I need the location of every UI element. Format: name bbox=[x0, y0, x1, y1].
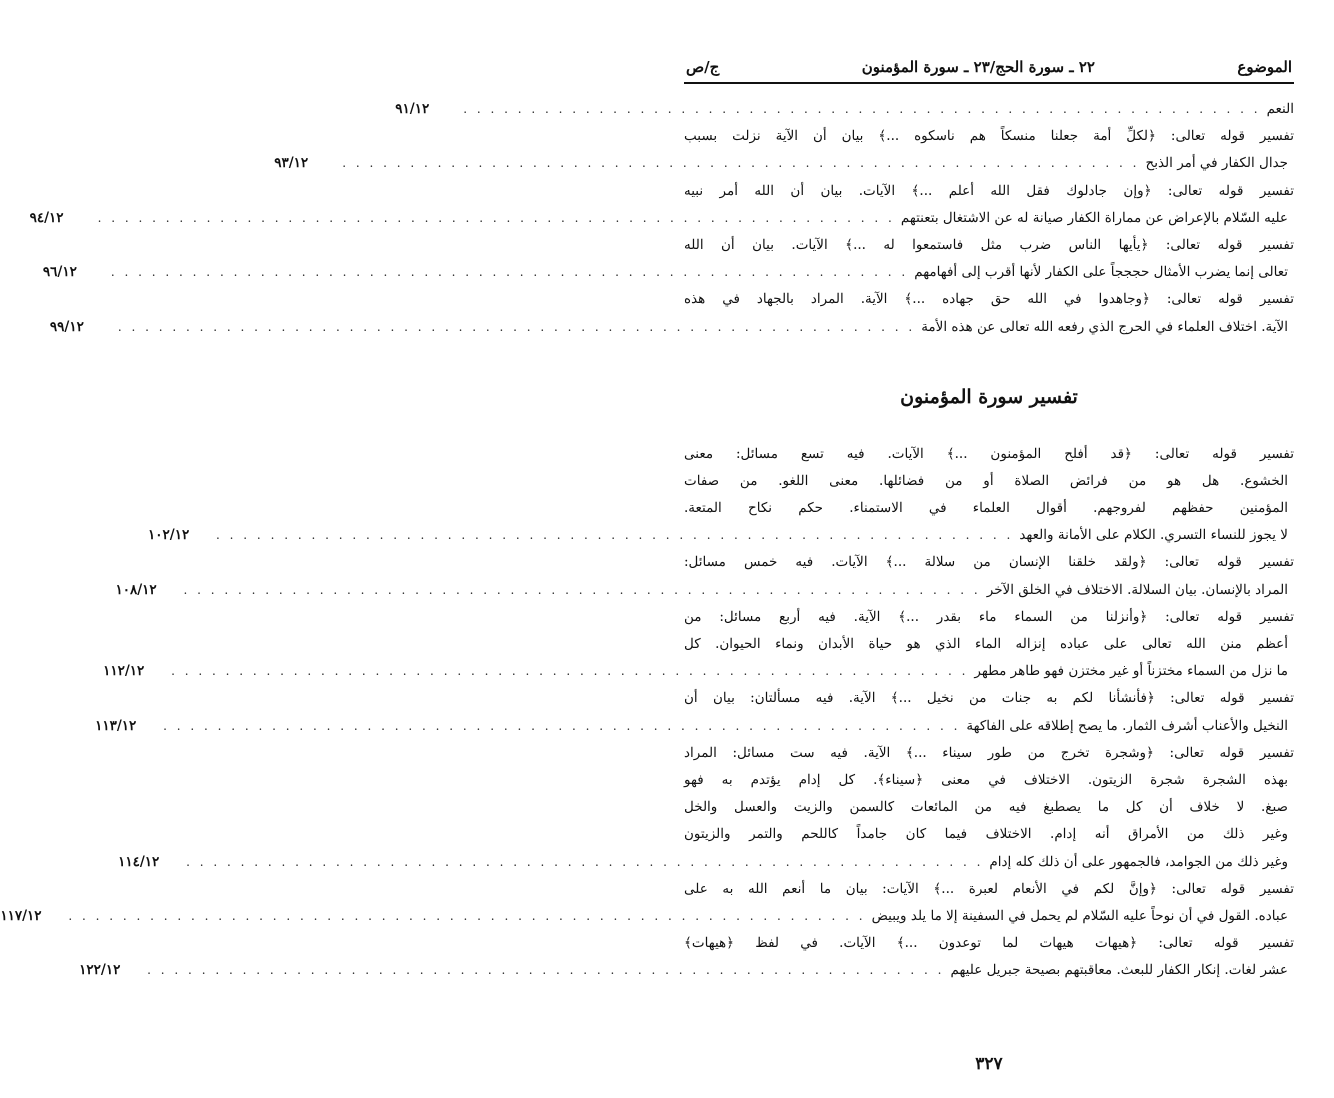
index-entry-text: ما نزل من السماء مختزناً أو غير مختزن فهو طاهر مطهر bbox=[974, 663, 1288, 680]
index-entry-line bbox=[42, 259, 1294, 286]
index-entry bbox=[118, 740, 1294, 876]
index-entry-line bbox=[684, 740, 1294, 767]
index-entry-line bbox=[95, 713, 1294, 740]
index-entry-text: عباده. القول في أن نوحاً عليه السّلام لم يحمل في السفينة إلا ما يلد ويبيض bbox=[871, 907, 1288, 924]
index-entry-line bbox=[0, 903, 1294, 930]
index-entry-text: تفسير قوله تعالى: ﴿ولقد خلقنا الإنسان من سلالة ...﴾ الآيات. فيه خمس مسائل: bbox=[684, 554, 1294, 571]
index-entry-line bbox=[395, 96, 1294, 123]
section-title: تفسير سورة المؤمنون bbox=[900, 385, 1078, 408]
index-entry-line bbox=[684, 123, 1294, 150]
index-entry-line bbox=[684, 876, 1294, 903]
index-entry-line bbox=[684, 286, 1294, 313]
index-entry-text: تفسير قوله تعالى: ﴿لكلِّ أمة جعلنا منسكاً هم ناسكوه ...﴾ بيان أن الآية نزلت بسبب bbox=[684, 128, 1294, 145]
index-entry-text: وغير ذلك من الجوامد، فالجمهور على أن ذلك كله إدام bbox=[989, 853, 1288, 870]
index-entry-text: المؤمنين حفظهم لفروجهم. أقوال العلماء في الاستمناء. حكم نكاح المتعة. bbox=[684, 500, 1288, 517]
page-number: ٣٢٧ bbox=[975, 1054, 1003, 1074]
header-topic-label: الموضوع bbox=[1237, 58, 1292, 76]
index-entry-line bbox=[684, 441, 1294, 468]
index-entry-line bbox=[29, 205, 1294, 232]
volume-page-reference: ٩٩/١٢ bbox=[49, 318, 84, 335]
index-entry-text: الخشوع. هل هو من فرائض الصلاة أو من فضائلها. معنى اللغو. من صفات bbox=[684, 472, 1288, 489]
header-volume-page-label: ج/ص bbox=[686, 58, 720, 76]
index-entry-line bbox=[118, 849, 1294, 876]
index-entry-line bbox=[684, 549, 1294, 576]
dot-leader: . . . . . . . . . . . . . . . . . . . . . . . . . . . . . . . . . . . . . . . . . . . . . . . . . . . . . . . . . . . bbox=[68, 908, 866, 923]
volume-page-reference: ٩٣/١٢ bbox=[274, 155, 309, 172]
index-entry-line bbox=[103, 658, 1294, 685]
index-entry-text: النعم bbox=[1266, 101, 1294, 117]
volume-page-reference: ١٢٢/١٢ bbox=[79, 962, 121, 979]
index-list-after bbox=[0, 441, 1294, 985]
dot-leader: . . . . . . . . . . . . . . . . . . . . . . . . . . . . . . . . . . . . . . . . . . . . . . . . . . . . . . . . . . . bbox=[97, 210, 895, 225]
index-entry-line bbox=[684, 631, 1294, 658]
index-entry bbox=[79, 930, 1294, 984]
index-entry-text: بهذه الشجرة شجرة الزيتون. الاختلاف في معنى ﴿سيناء﴾. كل إدام يؤتدم به فهو bbox=[684, 771, 1288, 788]
dot-leader: . . . . . . . . . . . . . . . . . . . . . . . . . . . . . . . . . . . . . . . . . . . . . . . . . . . . . . . . . . . bbox=[147, 963, 945, 978]
index-entry-line bbox=[684, 794, 1294, 821]
dot-leader: . . . . . . . . . . . . . . . . . . . . . . . . . . . . . . . . . . . . . . . . . . . . . . . . . . . . . . . . . . . bbox=[110, 265, 909, 280]
volume-page-reference: ١٠٢/١٢ bbox=[148, 527, 190, 544]
dot-leader: . . . . . . . . . . . . . . . . . . . . . . . . . . . . . . . . . . . . . . . . . . . . . . . . . . . . . . . . . . . bbox=[183, 582, 981, 597]
index-entry-line bbox=[684, 821, 1294, 848]
index-entry bbox=[29, 178, 1294, 232]
volume-page-reference: ٩٤/١٢ bbox=[29, 209, 64, 226]
index-entry bbox=[103, 604, 1294, 686]
page-header bbox=[684, 52, 1294, 84]
index-entry-text: تفسير قوله تعالى: ﴿وإنَّ لكم في الأنعام لعبرة ...﴾ الآيات: بيان ما أنعم الله به على bbox=[684, 880, 1294, 897]
dot-leader: . . . . . . . . . . . . . . . . . . . . . . . . . . . . . . . . . . . . . . . . . . . . . . . . . . . . . . . . . . . bbox=[463, 102, 1261, 116]
index-entry-text: تفسير قوله تعالى: ﴿وجاهدوا في الله حق جهاده ...﴾ الآية. المراد بالجهاد في هذه bbox=[684, 291, 1294, 308]
dot-leader: . . . . . . . . . . . . . . . . . . . . . . . . . . . . . . . . . . . . . . . . . . . . . . . . . . . . . . . . . . . bbox=[342, 156, 1140, 171]
index-entry-text: الآية. اختلاف العلماء في الحرج الذي رفعه الله تعالى عن هذه الأمة bbox=[921, 318, 1288, 335]
index-entry-line bbox=[684, 178, 1294, 205]
index-entry-text: تفسير قوله تعالى: ﴿هيهات هيهات لما توعدون ...﴾ الآيات. في لفظ ﴿هيهات﴾ bbox=[684, 935, 1294, 952]
index-entry bbox=[395, 96, 1294, 123]
index-entry bbox=[148, 441, 1294, 550]
index-entry-line bbox=[684, 468, 1294, 495]
index-entry bbox=[0, 876, 1294, 930]
index-entry-text: المراد بالإنسان. بيان السلالة. الاختلاف في الخلق الآخر bbox=[986, 581, 1288, 598]
dot-leader: . . . . . . . . . . . . . . . . . . . . . . . . . . . . . . . . . . . . . . . . . . . . . . . . . . . . . . . . . . . bbox=[171, 664, 969, 679]
index-entry-line bbox=[684, 232, 1294, 259]
index-entry bbox=[49, 286, 1294, 340]
index-entry-text: تفسير قوله تعالى: ﴿وإن جادلوك فقل الله أعلم ...﴾ الآيات. بيان أن الله أمر نبيه bbox=[684, 182, 1294, 199]
dot-leader: . . . . . . . . . . . . . . . . . . . . . . . . . . . . . . . . . . . . . . . . . . . . . . . . . . . . . . . . . . . bbox=[163, 718, 961, 733]
index-entry-text: تفسير قوله تعالى: ﴿فأنشأنا لكم به جنات من نخيل ...﴾ الآية. فيه مسألتان: بيان أن bbox=[684, 690, 1294, 707]
index-entry-line bbox=[684, 767, 1294, 794]
volume-page-reference: ١١٢/١٢ bbox=[103, 663, 145, 680]
volume-page-reference: ١٠٨/١٢ bbox=[115, 581, 157, 598]
index-entry-line bbox=[684, 930, 1294, 957]
index-list-before bbox=[29, 96, 1294, 341]
index-entry bbox=[115, 549, 1294, 603]
index-entry-line bbox=[684, 495, 1294, 522]
index-entry-text: تفسير قوله تعالى: ﴿وشجرة تخرج من طور سيناء ...﴾ الآية. فيه ست مسائل: المراد bbox=[684, 744, 1294, 761]
index-entry-text: النخيل والأعناب أشرف الثمار. ما يصح إطلاقه على الفاكهة bbox=[966, 717, 1288, 734]
index-entry-text: صبغ. لا خلاف أن كل ما يصطبغ فيه من المائعات كالسمن والزيت والعسل والخل bbox=[684, 799, 1288, 816]
index-entry-text: تفسير قوله تعالى: ﴿قد أفلح المؤمنون ...﴾ الآيات. فيه تسع مسائل: معنى bbox=[684, 445, 1294, 462]
index-entry-text: تفسير قوله تعالى: ﴿وأنزلنا من السماء ماء بقدر ...﴾ الآية. فيه أربع مسائل: من bbox=[684, 608, 1294, 625]
index-entry-text: جدال الكفار في أمر الذبح bbox=[1145, 155, 1288, 172]
dot-leader: . . . . . . . . . . . . . . . . . . . . . . . . . . . . . . . . . . . . . . . . . . . . . . . . . . . . . . . . . . . bbox=[117, 319, 916, 334]
header-surah-title: ٢٢ ـ سورة الحج/٢٣ ـ سورة المؤمنون bbox=[861, 58, 1095, 76]
volume-page-reference: ١١٧/١٢ bbox=[0, 907, 42, 924]
index-entry-text: وغير ذلك من الأمراق أنه إدام. الاختلاف فيما كان جامداً كاللحم والتمر والزيتون bbox=[684, 826, 1288, 843]
index-entry-text: أعظم منن الله تعالى على عباده إنزاله الماء الذي هو حياة الأبدان ونماء الحيوان. كل bbox=[684, 636, 1288, 652]
volume-page-reference: ٩١/١٢ bbox=[395, 101, 430, 117]
index-entry-text: عليه السّلام بالإعراض عن مماراة الكفار صيانة له عن الاشتغال بتعنتهم bbox=[900, 209, 1288, 226]
dot-leader: . . . . . . . . . . . . . . . . . . . . . . . . . . . . . . . . . . . . . . . . . . . . . . . . . . . . . . . . . . . bbox=[216, 528, 1014, 543]
index-entry bbox=[95, 685, 1294, 739]
volume-page-reference: ٩٦/١٢ bbox=[42, 264, 77, 281]
index-entry-text: لا يجوز للنساء التسري. الكلام على الأمانة والعهد bbox=[1019, 527, 1288, 544]
index-entry-line bbox=[148, 522, 1294, 549]
index-entry-line bbox=[79, 957, 1294, 984]
index-entry-line bbox=[684, 685, 1294, 712]
index-entry bbox=[274, 123, 1294, 177]
index-entry-text: تفسير قوله تعالى: ﴿يأيها الناس ضرب مثل فاستمعوا له ...﴾ الآيات. بيان أن الله bbox=[684, 236, 1294, 253]
index-entry-line bbox=[115, 577, 1294, 604]
index-entry-text: تعالى إنما يضرب الأمثال حجججاً على الكفار لأنها أقرب إلى أفهامهم bbox=[914, 264, 1288, 281]
volume-page-reference: ١١٤/١٢ bbox=[118, 853, 160, 870]
index-page bbox=[0, 52, 1294, 1082]
index-entry bbox=[42, 232, 1294, 286]
index-entry-text: عشر لغات. إنكار الكفار للبعث. معاقبتهم بصيحة جبريل عليهم bbox=[950, 962, 1288, 979]
dot-leader: . . . . . . . . . . . . . . . . . . . . . . . . . . . . . . . . . . . . . . . . . . . . . . . . . . . . . . . . . . . bbox=[186, 854, 984, 869]
index-entry-line bbox=[274, 150, 1294, 177]
index-entry-line bbox=[684, 604, 1294, 631]
index-entry-line bbox=[49, 314, 1294, 341]
volume-page-reference: ١١٣/١٢ bbox=[95, 717, 137, 734]
